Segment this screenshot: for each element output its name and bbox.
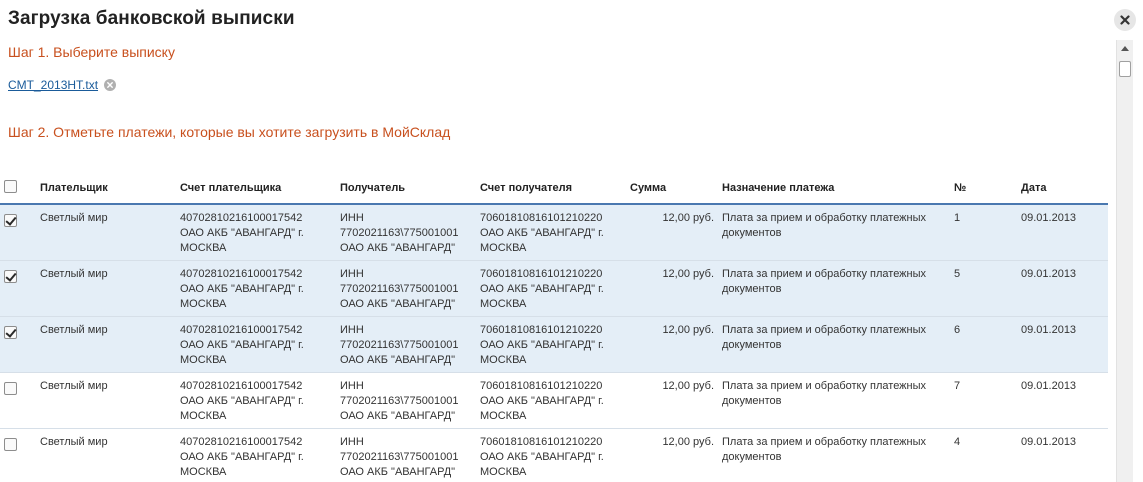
cell-payer-line: Светлый мир [40,435,108,448]
header-number[interactable]: № [950,172,1017,204]
cell-recipient [336,372,476,428]
cell-checkbox [0,428,36,482]
dialog-content[interactable] [0,40,1116,482]
cell-payer-line: Светлый мир [40,212,108,224]
cell-recipient-account-line: МОСКВА [480,242,527,254]
cell-number [950,260,1017,316]
cell-recipient-line: 7702021163\775001001 [340,282,459,295]
table-row[interactable] [0,428,1108,482]
cell-purpose [718,428,950,482]
cell-recipient-account-line: ОАО АКБ "АВАНГАРД" г. [480,338,604,351]
scrollbar-thumb[interactable] [1119,61,1131,77]
cell-recipient-line: ОАО АКБ "АВАНГАРД" [340,465,456,478]
cell-recipient-account-line: 70601810816101210220 [480,323,603,336]
cell-purpose-line: документов [722,338,782,351]
cell-payer-account-line: ОАО АКБ "АВАНГАРД" г. [180,450,304,463]
cell-recipient-account-line: МОСКВА [480,297,527,310]
cell-payer [36,204,176,260]
cell-sum [626,260,718,316]
cell-payer [36,260,176,316]
table-header-row [0,172,1108,204]
cell-recipient-line: 7702021163\775001001 [340,450,459,463]
cell-date-line: 09.01.2013 [1021,267,1077,280]
cell-purpose [718,316,950,372]
cell-payer-line: Светлый мир [40,267,108,280]
cell-payer-line: Светлый мир [40,323,108,336]
cell-purpose-line: Плата за прием и обработку платежных [722,435,927,448]
vertical-scrollbar[interactable] [1116,40,1133,482]
cell-recipient-line: 7702021163\775001001 [340,338,459,351]
cell-date [1017,428,1108,482]
cell-payer-account [176,204,336,260]
header-recipient[interactable]: Получатель [336,172,476,204]
row-checkbox[interactable] [4,270,17,283]
scroll-up-glyph [1121,46,1129,51]
cell-date-line: 09.01.2013 [1021,379,1077,392]
cell-number-line: 7 [954,379,961,392]
payments-table [0,172,1108,482]
cell-recipient-line: ОАО АКБ "АВАНГАРД" [340,353,456,366]
cell-purpose-line: документов [722,227,782,239]
cell-purpose-line: Плата за прием и обработку платежных [722,379,927,392]
row-checkbox[interactable] [4,438,17,451]
cell-recipient-account-line: 70601810816101210220 [480,379,603,392]
step2-heading: Шаг 2. Отметьте платежи, которые вы хотите загрузить в МойСклад [8,124,451,140]
header-date[interactable]: Дата [1017,172,1108,204]
cell-recipient-line: ИНН [340,267,364,280]
cell-recipient-account [476,372,626,428]
cell-recipient-account-line: ОАО АКБ "АВАНГАРД" г. [480,227,604,239]
cell-purpose-line: документов [722,450,782,463]
cell-sum-line: 12,00 руб. [662,323,714,336]
dialog-title: Загрузка банковской выписки [8,8,295,29]
cell-recipient-account [476,316,626,372]
cell-number [950,372,1017,428]
cell-payer-account-line: МОСКВА [180,353,227,366]
cell-number [950,316,1017,372]
row-checkbox[interactable] [4,214,17,227]
step1-heading: Шаг 1. Выберите выписку [8,44,175,60]
select-all-checkbox[interactable] [4,180,17,193]
close-icon[interactable] [1114,9,1136,31]
header-select-all-cell [0,172,36,204]
cell-purpose [718,372,950,428]
cell-number [950,204,1017,260]
cell-recipient-line: ИНН [340,379,364,392]
header-payer-account[interactable]: Счет плательщика [176,172,336,204]
cell-date [1017,260,1108,316]
cell-date [1017,316,1108,372]
cell-date-line: 09.01.2013 [1021,323,1077,336]
cell-checkbox [0,204,36,260]
header-sum[interactable]: Сумма [626,172,718,204]
cell-recipient-line: ОАО АКБ "АВАНГАРД" [340,409,456,422]
cell-purpose-line: Плата за прием и обработку платежных [722,267,927,280]
cell-purpose-line: документов [722,282,782,295]
cell-payer [36,428,176,482]
cell-recipient-line: 7702021163\775001001 [340,394,459,407]
cell-sum-line: 12,00 руб. [662,379,714,392]
cell-payer-account-line: 40702810216100017542 [180,379,303,392]
cell-number-line: 6 [954,323,961,336]
cell-payer-line: Светлый мир [40,379,108,392]
cell-purpose-line: Плата за прием и обработку платежных [722,323,927,336]
cell-recipient-account-line: 70601810816101210220 [480,212,603,224]
cell-payer-account-line: ОАО АКБ "АВАНГАРД" г. [180,394,304,407]
cell-payer-account-line: 40702810216100017542 [180,435,303,448]
cell-number [950,428,1017,482]
cell-recipient-line: 7702021163\775001001 [340,227,459,239]
cell-date [1017,372,1108,428]
cell-number-line: 1 [954,212,961,224]
cell-recipient-account-line: МОСКВА [480,353,527,366]
table-row[interactable] [0,316,1108,372]
cell-recipient-account-line: ОАО АКБ "АВАНГАРД" г. [480,282,604,295]
cell-recipient-account-line: 70601810816101210220 [480,435,603,448]
cell-payer-account-line: МОСКВА [180,409,227,422]
cell-recipient-account-line: ОАО АКБ "АВАНГАРД" г. [480,394,604,407]
cell-checkbox [0,316,36,372]
cell-sum [626,428,718,482]
cell-recipient-line: ОАО АКБ "АВАНГАРД" [340,242,456,254]
cell-number-line: 5 [954,267,961,280]
cell-payer-account-line: ОАО АКБ "АВАНГАРД" г. [180,338,304,351]
file-link[interactable]: CMT_2013HT.txt [8,78,99,92]
cell-checkbox [0,372,36,428]
cell-number-line: 4 [954,435,961,448]
cell-recipient [336,204,476,260]
table-row[interactable] [0,260,1108,316]
cell-recipient-account-line: ОАО АКБ "АВАНГАРД" г. [480,450,604,463]
cell-payer [36,372,176,428]
cell-recipient-account-line: МОСКВА [480,409,527,422]
cell-payer-account-line: 40702810216100017542 [180,267,303,280]
cell-recipient-account [476,428,626,482]
remove-file-icon[interactable] [104,79,116,91]
header-recipient-account[interactable]: Счет получателя [476,172,626,204]
cell-sum-line: 12,00 руб. [662,212,714,224]
cell-recipient-account [476,204,626,260]
cell-payer-account [176,316,336,372]
cell-recipient [336,260,476,316]
row-checkbox[interactable] [4,326,17,339]
cell-purpose [718,204,950,260]
header-payer[interactable]: Плательщик [36,172,176,204]
cell-payer-account-line: 40702810216100017542 [180,323,303,336]
row-checkbox[interactable] [4,382,17,395]
selected-file [8,78,116,92]
cell-payer-account [176,260,336,316]
cell-sum-line: 12,00 руб. [662,267,714,280]
cell-checkbox [0,260,36,316]
cell-recipient [336,428,476,482]
cell-date-line: 09.01.2013 [1021,435,1077,448]
cell-payer-account-line: МОСКВА [180,465,227,478]
cell-sum [626,204,718,260]
cell-payer-account-line: ОАО АКБ "АВАНГАРД" г. [180,282,304,295]
close-icon-glyph [1120,15,1130,25]
cell-recipient [336,316,476,372]
cell-purpose [718,260,950,316]
cell-sum [626,372,718,428]
cell-payer [36,316,176,372]
cell-payer-account-line: МОСКВА [180,297,227,310]
cell-recipient-line: ИНН [340,212,364,224]
header-purpose[interactable]: Назначение платежа [718,172,950,204]
cell-sum [626,316,718,372]
cell-sum-line: 12,00 руб. [662,435,714,448]
cell-payer-account [176,428,336,482]
cell-payer-account-line: МОСКВА [180,242,227,254]
cell-payer-account-line: 40702810216100017542 [180,212,303,224]
table-row[interactable] [0,204,1108,260]
cell-date-line: 09.01.2013 [1021,212,1077,224]
cell-purpose-line: документов [722,394,782,407]
cell-recipient-account [476,260,626,316]
cell-recipient-line: ИНН [340,323,364,336]
cell-payer-account [176,372,336,428]
cell-recipient-account-line: МОСКВА [480,465,527,478]
cell-recipient-account-line: 70601810816101210220 [480,267,603,280]
table-row[interactable] [0,372,1108,428]
cell-purpose-line: Плата за прием и обработку платежных [722,212,927,224]
scroll-up-arrow-icon[interactable] [1117,40,1133,57]
cell-payer-account-line: ОАО АКБ "АВАНГАРД" г. [180,227,304,239]
cell-recipient-line: ИНН [340,435,364,448]
cell-date [1017,204,1108,260]
remove-file-glyph [107,82,113,88]
cell-recipient-line: ОАО АКБ "АВАНГАРД" [340,297,456,310]
